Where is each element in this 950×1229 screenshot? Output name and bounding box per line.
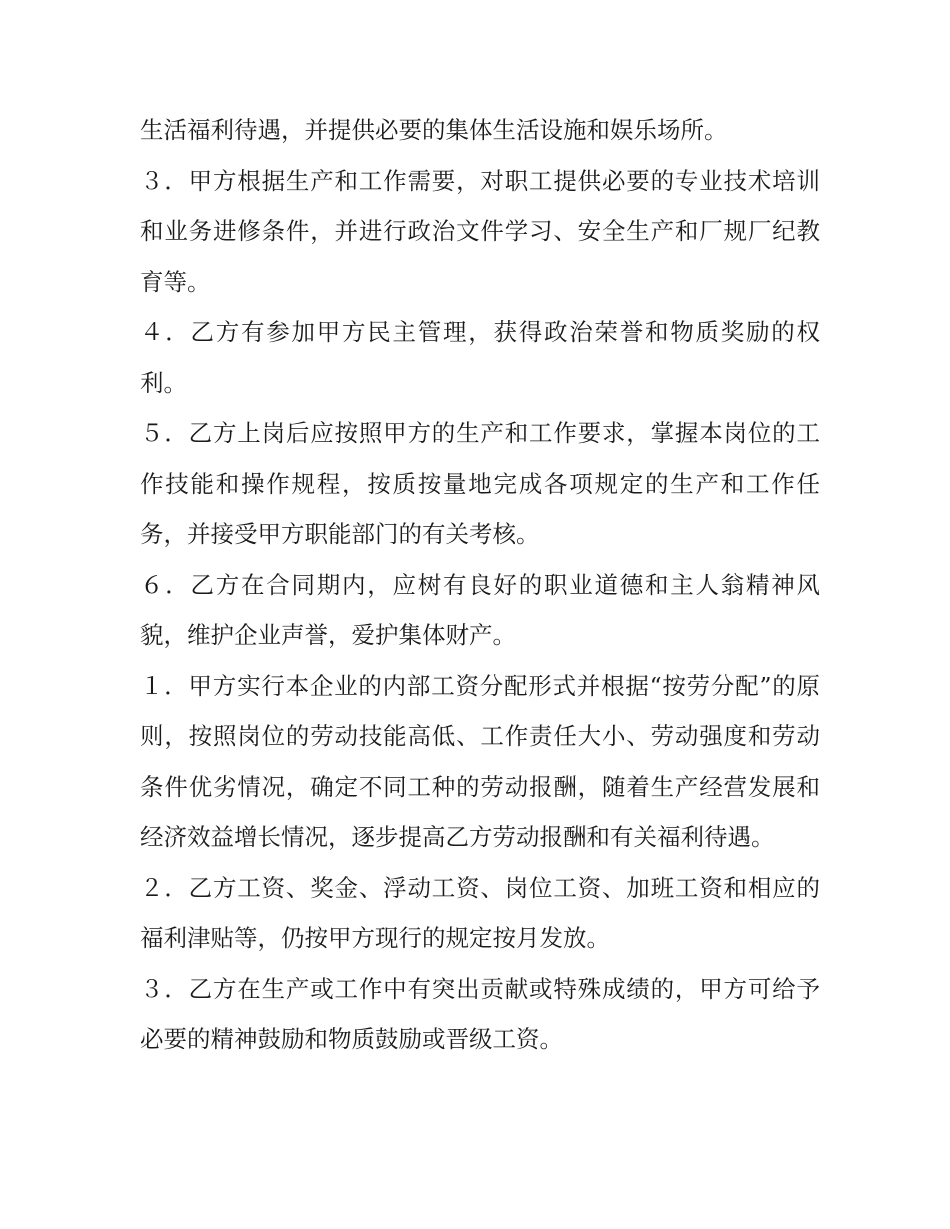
paragraph-clause-3-training: ３．甲方根据生产和工作需要，对职工提供必要的专业技术培训和业务进修条件，并进行政治文件学习、安全生产和厂规厂纪教育等。 bbox=[140, 166, 820, 296]
paragraph-clause-6-ethics: ６．乙方在合同期内，应树有良好的职业道德和主人翁精神风貌，维护企业声誉，爱护集体财产。 bbox=[140, 570, 820, 649]
paragraph-clause-2-payment: ２．乙方工资、奖金、浮动工资、岗位工资、加班工资和相应的福利津贴等，仍按甲方现行的规定按月发放。 bbox=[140, 873, 820, 952]
paragraph-welfare-continued: 生活福利待遇，并提供必要的集体生活设施和娱乐场所。 bbox=[140, 116, 728, 144]
paragraph-clause-1-wages: １．甲方实行本企业的内部工资分配形式并根据“按劳分配”的原则，按照岗位的劳动技能高低、工作责任大小、劳动强度和劳动条件优劣情况，确定不同工种的劳动报酬，随着生产经营发展和经济效益增长情况，逐步提高乙方劳动报酬和有关福利待遇。 bbox=[140, 671, 820, 851]
paragraph-clause-3-rewards: ３．乙方在生产或工作中有突出贡献或特殊成绩的，甲方可给予必要的精神鼓励和物质鼓励或晋级工资。 bbox=[140, 974, 820, 1053]
document-body bbox=[140, 105, 820, 1065]
paragraph-clause-5-duties: ５．乙方上岗后应按照甲方的生产和工作要求，掌握本岗位的工作技能和操作规程，按质按量地完成各项规定的生产和工作任务，并接受甲方职能部门的有关考核。 bbox=[140, 419, 820, 548]
paragraph-clause-4-rights: ４．乙方有参加甲方民主管理，获得政治荣誉和物质奖励的权利。 bbox=[140, 318, 820, 397]
